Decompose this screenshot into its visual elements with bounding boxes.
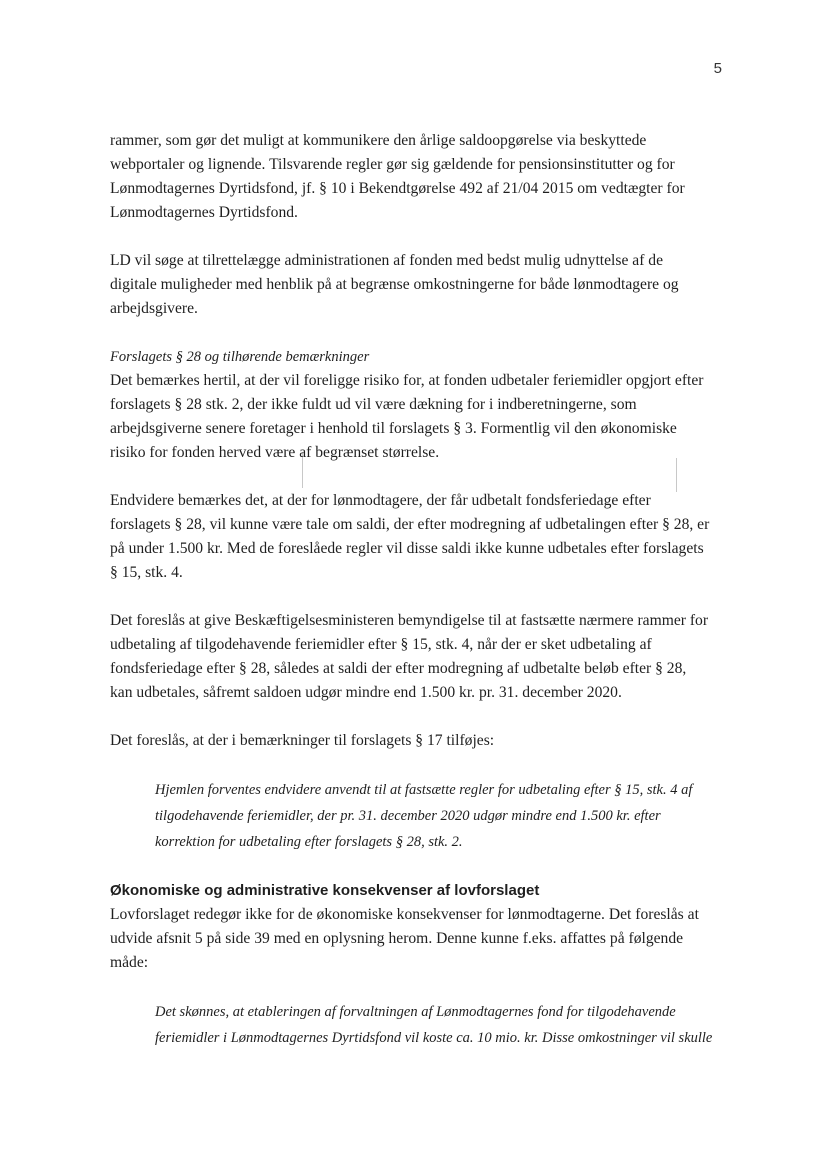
section-heading: Økonomiske og administrative konsekvenser af lovforslaget	[110, 882, 540, 899]
quoted-text: Hjemlen forventes endvidere anvendt til at fastsætte regler for udbetaling efter § 15, stk. 4 af tilgodehavende feriemidler, der pr. 31. december 2020 udgør mindre end 1.500 kr. efter korrektion for udbetaling efter forslagets § 28, stk. 2.	[155, 782, 693, 850]
section-economic-consequences	[110, 879, 710, 975]
section-heading: Forslagets § 28 og tilhørende bemærkninger	[110, 349, 370, 365]
paragraph: rammer, som gør det muligt at kommunikere den årlige saldoopgørelse via beskyttede webportaler og lignende. Tilsvarende regler gør sig gældende for pensionsinstitutter og for Lønmodtagernes Dyrtidsfond, jf. § 10 i Bekendtgørelse 492 af 21/04 2015 om vedtægter for Lønmodtagernes Dyrtidsfond.	[110, 132, 685, 221]
document-body	[110, 129, 713, 1075]
quoted-text: Det skønnes, at etableringen af forvaltningen af Lønmodtagernes fond for tilgodehavende feriemidler i Lønmodtagernes Dyrtidsfond vil koste ca. 10 mio. kr. Disse omkostninger vil skulle	[155, 1004, 713, 1046]
paragraph: Endvidere bemærkes det, at der for lønmodtagere, der får udbetalt fondsferiedage efter forslagets § 28, vil kunne være tale om saldi, der efter modregning af udbetalingen efter § 28, er på under 1.500 kr. Med de foreslåede regler vil disse saldi ikke kunne udbetales efter forslagets § 15, stk. 4.	[110, 492, 710, 581]
paragraph: Det foreslås at give Beskæftigelsesministeren bemyndigelse til at fastsætte nærmere rammer for udbetaling af tilgodehavende feriemidler efter § 15, stk. 4, når der er sket udbetaling af fondsferiedage efter § 28, således at saldi der efter modregning af udbetalte beløb efter § 28, kan udbetales, såfremt saldoen udgør mindre end 1.500 kr. pr. 31. december 2020.	[110, 612, 709, 701]
paragraph: Lovforslaget redegør ikke for de økonomiske konsekvenser for lønmodtagerne. Det foreslås at udvide afsnit 5 på side 39 med en oplysning herom. Denne kunne f.eks. affattes på følgende måde:	[110, 906, 699, 971]
page-number: 5	[713, 60, 722, 77]
paragraph: Det foreslås, at der i bemærkninger til forslagets § 17 tilføjes:	[110, 732, 495, 749]
paragraph: Det bemærkes hertil, at der vil foreligge risiko for, at fonden udbetaler feriemidler opgjort efter forslagets § 28 stk. 2, der ikke fuldt ud vil være dækning for i indberetningerne, som arbejdsgiverne senere foretager i henhold til forslagets § 3. Formentlig vil den økonomiske risiko for fonden herved være af begrænset størrelse.	[110, 372, 704, 461]
section-forslagets-28	[110, 345, 710, 465]
paragraph: LD vil søge at tilrettelægge administrationen af fonden med bedst mulig udnyttelse af de digitale muligheder med henblik på at begrænse omkostningerne for både lønmodtagere og arbejdsgivere.	[110, 252, 679, 317]
